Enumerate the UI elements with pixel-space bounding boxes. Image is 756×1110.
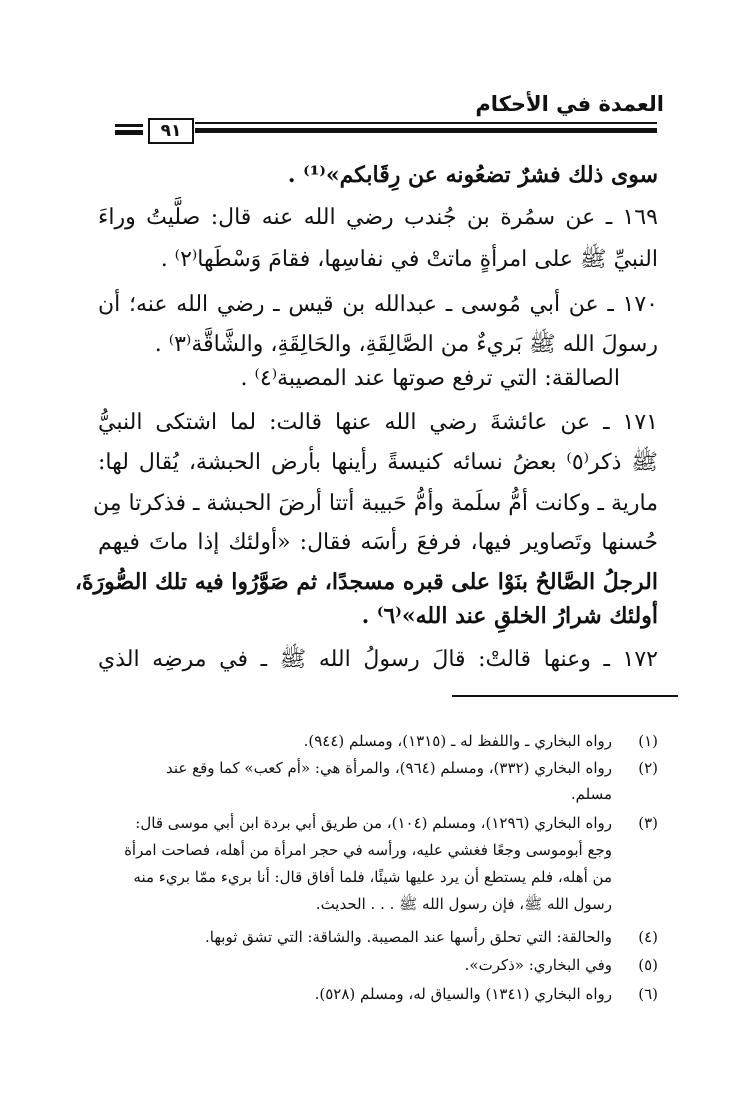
footnote-text: رسول الله ﷺ، فإن رسول الله ﷺ . . . الحديث. bbox=[315, 895, 612, 913]
body-line-12: أولئك شرارُ الخلقِ عند الله»⁽٦⁾ . bbox=[361, 603, 658, 629]
body-line-9: مارية ـ وكانت أمُّ سلَمة وأمُّ حَبيبة أتتا أرضَ الحبشة ـ فذكرتا مِن bbox=[92, 491, 658, 516]
header-rule-left-thick bbox=[115, 130, 143, 135]
footnote-3 bbox=[98, 810, 658, 836]
footnote-number: (٦) bbox=[638, 985, 658, 1003]
body-line-3: النبيِّ ﷺ على امرأةٍ ماتتْ في نفاسِها، فقامَ وَسْطَها⁽٢⁾ . bbox=[160, 247, 658, 272]
body-line-7: ١٧١ ـ عن عائشةَ رضي الله عنها قالت: لما اشتكى النبيُّ bbox=[98, 410, 658, 435]
body-line-5: رسولَ الله ﷺ بَريءٌ من الصَّالِقَةِ، والحَالِقَةِ، والشَّاقَّة⁽٣⁾ . bbox=[154, 332, 658, 357]
footnote-number: (٢) bbox=[638, 759, 658, 777]
body-line-4: ١٧٠ ـ عن أبي مُوسى ـ عبدالله بن قيس ـ رضي الله عنه؛ أن bbox=[98, 292, 658, 317]
footnote-separator bbox=[452, 695, 678, 697]
body-line-11: الرجلُ الصَّالحُ بنَوْا على قبره مسجدًا، ثم صَوَّرُوا فيه تلك الصُّورَةَ، bbox=[74, 569, 658, 595]
footnote-6 bbox=[98, 981, 658, 1007]
header-rule-right-thick bbox=[195, 128, 657, 133]
footnote-3-cont-3 bbox=[98, 891, 658, 917]
footnote-5 bbox=[98, 952, 658, 978]
footnote-text: رواه البخاري ـ واللفظ له ـ (١٣١٥)، ومسلم (٩٤٤). bbox=[303, 732, 612, 750]
body-line-2: ١٦٩ ـ عن سمُرة بن جُندب رضي الله عنه قال: صلَّيتُ وراءَ bbox=[98, 205, 658, 230]
body-line-10: حُسنها وتَصاوير فيها، فرفعَ رأسَه فقال: «أولئك إذا ماتَ فيهم bbox=[98, 530, 658, 555]
footnote-3-cont-1 bbox=[98, 837, 658, 863]
footnote-text: رواه البخاري (١٢٩٦)، ومسلم (١٠٤)، من طريق أبي بردة ابن أبي موسى قال: bbox=[135, 814, 612, 832]
body-line-6: الصالقة: التي ترفع صوتها عند المصيبة⁽٤⁾ . bbox=[240, 366, 620, 391]
footnote-text: والحالقة: التي تحلق رأسها عند المصيبة. والشاقة: التي تشق ثوبها. bbox=[205, 928, 612, 946]
footnote-2-cont bbox=[98, 781, 658, 807]
header-rule-right-thin bbox=[195, 122, 657, 124]
page-number: ٩١ bbox=[148, 118, 194, 144]
footnote-text: رواه البخاري (١٣٤١) والسياق له، ومسلم (٥٢٨). bbox=[314, 985, 612, 1003]
footnote-number: (٤) bbox=[638, 928, 658, 946]
body-line-8: ﷺ ذكر⁽٥⁾ بعضُ نسائه كنيسةً رأينها بأرض الحبشة، يُقال لها: bbox=[98, 450, 658, 475]
footnote-4 bbox=[98, 924, 658, 950]
footnote-text: وجع أبوموسى وجعًا فغشي عليه، ورأسه في حجر امرأة من أهله، فصاحت امرأة bbox=[124, 841, 612, 859]
footnote-number: (١) bbox=[638, 732, 658, 750]
footnote-text: من أهله، فلم يستطع أن يرد عليها شيئًا، فلما أفاق قال: أنا بريء ممّا بريء منه bbox=[133, 868, 612, 886]
footnote-text: مسلم. bbox=[570, 785, 612, 803]
body-line-1: سوى ذلك فشرٌ تضعُونه عن رِقَابكم»⁽¹⁾ . bbox=[287, 162, 658, 188]
header-rule-left-thin bbox=[115, 124, 143, 127]
footnote-number: (٣) bbox=[638, 814, 658, 832]
footnote-1 bbox=[98, 728, 658, 754]
footnote-2 bbox=[98, 755, 658, 781]
footnote-number: (٥) bbox=[638, 956, 658, 974]
body-line-13: ١٧٢ ـ وعنها قالتْ: قالَ رسولُ الله ﷺ ـ في مرضِه الذي bbox=[98, 647, 658, 672]
footnote-3-cont-2 bbox=[98, 864, 658, 890]
footnote-text: وفي البخاري: «ذكرت». bbox=[464, 956, 612, 974]
footnote-text: رواه البخاري (٣٣٢)، ومسلم (٩٦٤)، والمرأة هي: «أم كعب» كما وقع عند bbox=[166, 759, 612, 777]
running-header-title: العمدة في الأحكام bbox=[475, 92, 664, 116]
